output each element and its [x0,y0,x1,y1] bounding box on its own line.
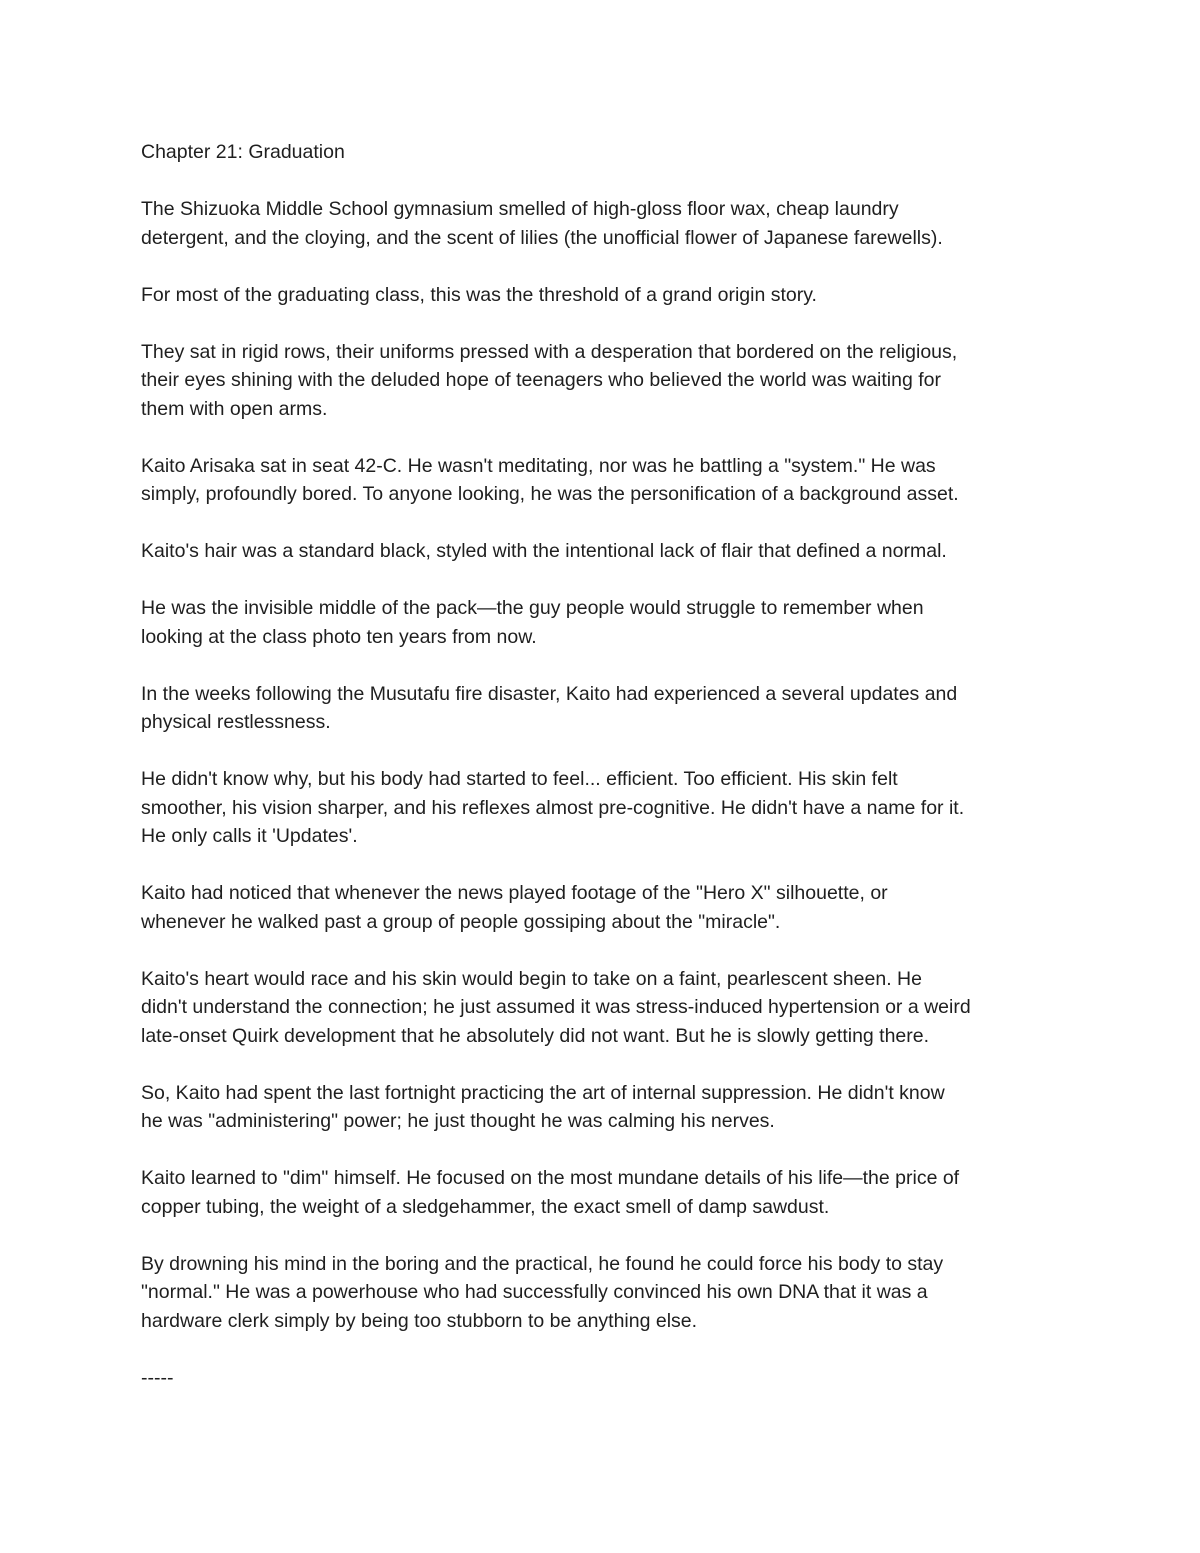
paragraph-line: Kaito had noticed that whenever the news played footage of the "Hero X" silhouette, or [141,882,888,904]
paragraph-line: didn't understand the connection; he just assumed it was stress-induced hypertension or a weird [141,996,971,1018]
paragraph-line: looking at the class photo ten years from now. [141,625,537,648]
paragraph [141,537,1071,566]
chapter-title [141,138,1071,167]
paragraph-line: They sat in rigid rows, their uniforms pressed with a desperation that bordered on the religious, [141,340,958,363]
paragraph-line: simply, profoundly bored. To anyone looking, he was the personification of a background asset. [141,483,959,505]
paragraph-line: So, Kaito had spent the last fortnight practicing the art of internal suppression. He didn't know [141,1081,945,1104]
paragraph-line: detergent, and the cloying, and the scent of lilies (the unofficial flower of Japanese farewells). [141,226,943,249]
paragraph [141,879,1071,936]
paragraph-list [141,195,1071,1335]
paragraph-line: Kaito Arisaka sat in seat 42-C. He wasn't meditating, nor was he battling a "system." He was [141,454,936,477]
paragraph [141,281,1071,310]
paragraph-line: late-onset Quirk development that he absolutely did not want. But he is slowly getting there. [141,1024,930,1047]
paragraph-line: Kaito learned to "dim" himself. He focused on the most mundane details of his life—the price of [141,1167,960,1189]
paragraph-line: For most of the graduating class, this was the threshold of a grand origin story. [141,283,817,306]
paragraph [141,1164,1071,1221]
paragraph [141,594,1071,651]
paragraph [141,1250,1071,1336]
paragraph-line: He was the invisible middle of the pack—the guy people would struggle to remember when [141,597,924,619]
paragraph [141,965,1071,1051]
paragraph-line: their eyes shining with the deluded hope of teenagers who believed the world was waiting for [141,369,941,391]
paragraph [141,338,1071,424]
paragraph-line: hardware clerk simply by being too stubborn to be anything else. [141,1309,698,1332]
paragraph-line: In the weeks following the Musutafu fire disaster, Kaito had experienced a several updates and [141,682,958,705]
paragraph [141,195,1071,252]
paragraph-line: them with open arms. [141,397,328,420]
paragraph-line: Kaito's heart would race and his skin would begin to take on a faint, pearlescent sheen. He [141,967,922,990]
paragraph [141,765,1071,851]
paragraph [141,452,1071,509]
paragraph-line: copper tubing, the weight of a sledgehammer, the exact smell of damp sawdust. [141,1195,830,1218]
paragraph-line: Kaito's hair was a standard black, styled with the intentional lack of flair that defined a normal. [141,540,947,562]
paragraph-line: he was "administering" power; he just thought he was calming his nerves. [141,1110,775,1132]
section-separator [141,1364,1071,1393]
paragraph-line: He didn't know why, but his body had started to feel... efficient. Too efficient. His skin felt [141,768,898,790]
paragraph-line: He only calls it 'Updates'. [141,825,358,847]
paragraph-line: whenever he walked past a group of people gossiping about the "miracle". [141,910,781,933]
chapter-title-text: Chapter 21: Graduation [141,141,345,163]
paragraph-line: physical restlessness. [141,711,331,733]
paragraph-line: "normal." He was a powerhouse who had successfully convinced his own DNA that it was a [141,1281,928,1303]
document-page [141,138,1071,1421]
paragraph-line: smoother, his vision sharper, and his reflexes almost pre-cognitive. He didn't have a name for it. [141,796,965,819]
paragraph [141,1079,1071,1136]
paragraph-line: The Shizuoka Middle School gymnasium smelled of high-gloss floor wax, cheap laundry [141,198,899,220]
separator-text: ----- [141,1366,174,1389]
paragraph-line: By drowning his mind in the boring and the practical, he found he could force his body to stay [141,1252,944,1275]
paragraph [141,680,1071,737]
